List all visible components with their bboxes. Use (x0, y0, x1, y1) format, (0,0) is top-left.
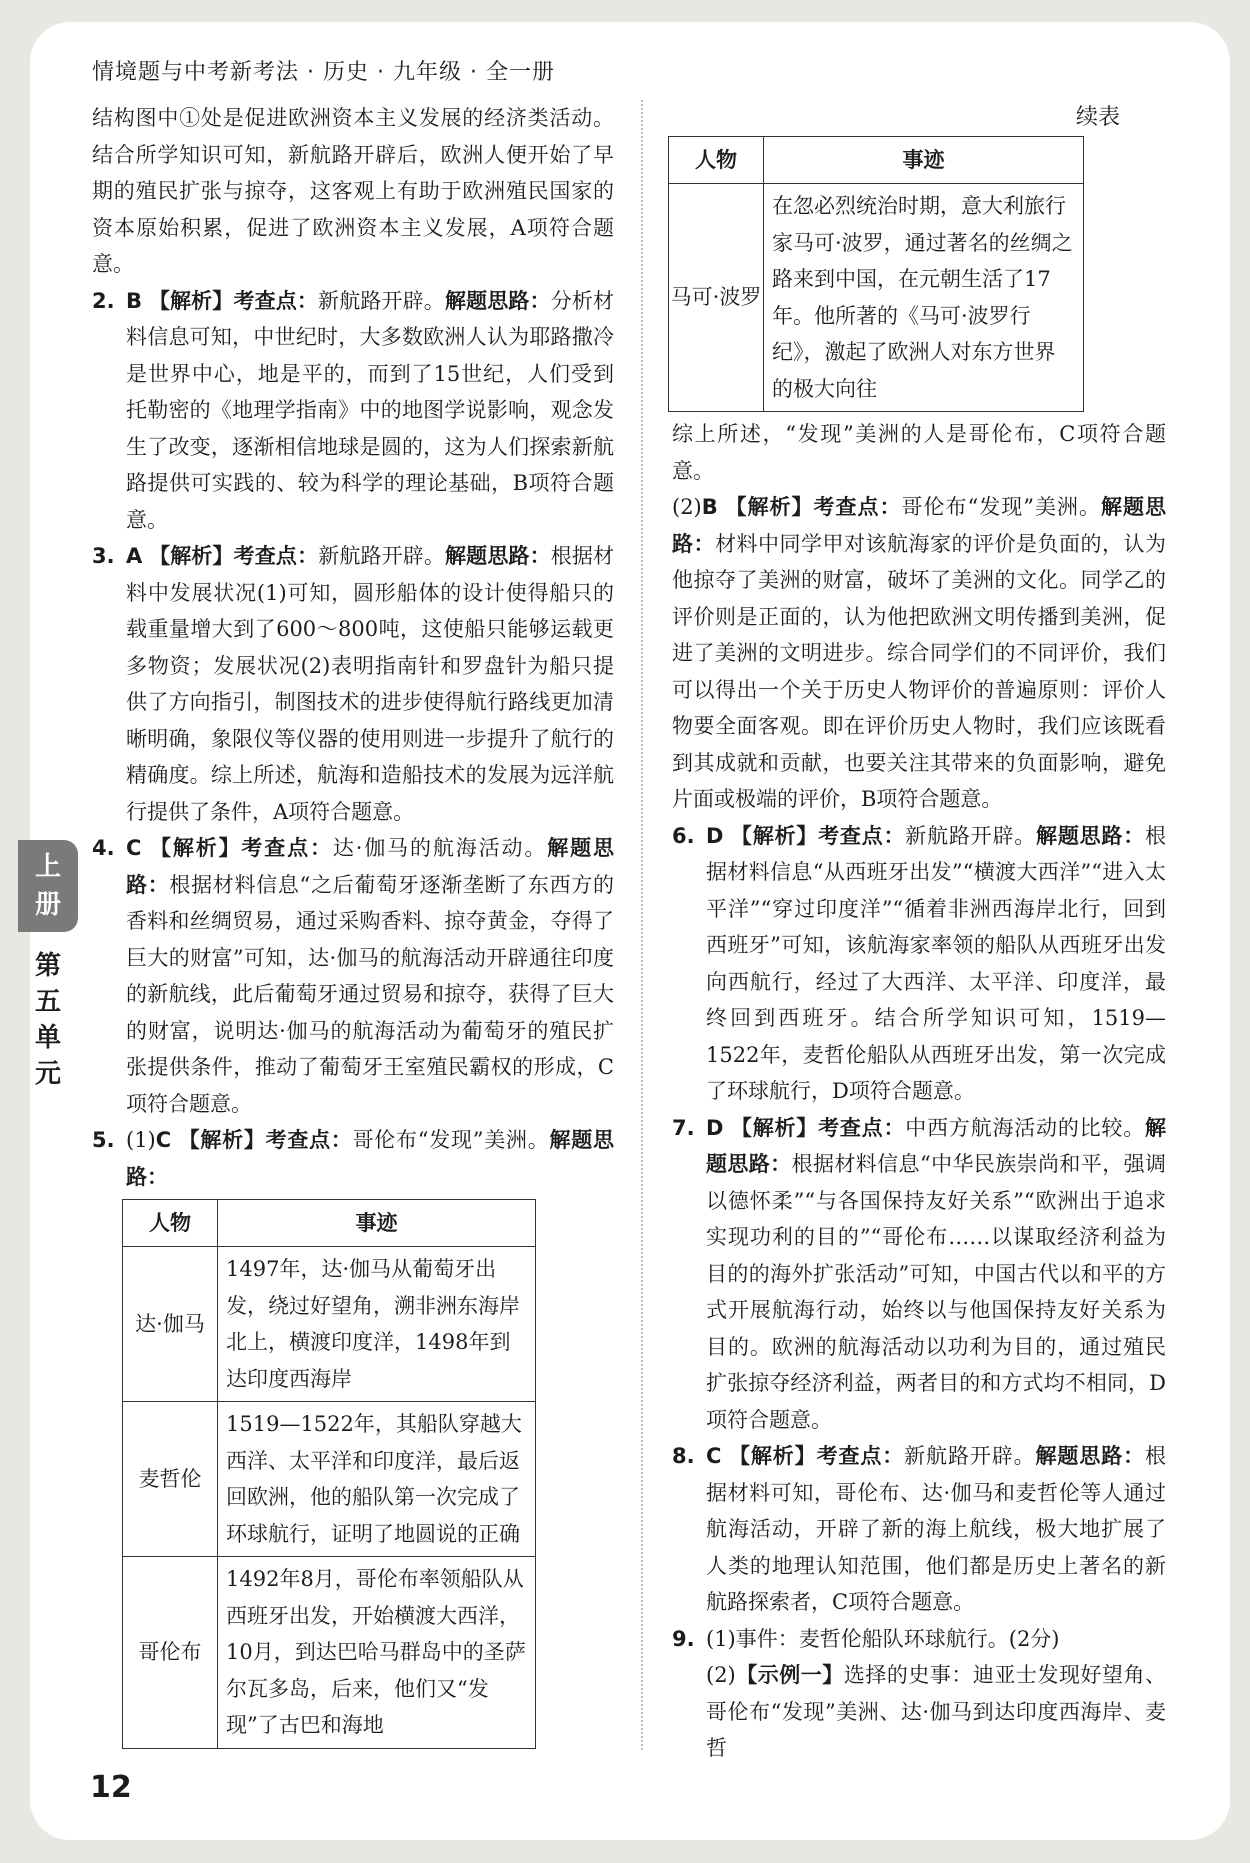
exam-point: 达·伽马的航海活动。 (332, 836, 548, 860)
table-header-deed: 事迹 (218, 1200, 536, 1247)
table-cell-person: 达·伽马 (123, 1247, 218, 1402)
sub-question: (2) (706, 1663, 736, 1687)
approach-tag: 解题思路： (444, 288, 551, 313)
analysis-text: 根据材料中发展状况(1)可知，圆形船体的设计使得船只的载重量增大到了600～800吨，这使船只能够运载更多物资；发展状况(2)表明指南针和罗盘针为船只提供了方向指引，制图技术的进步使得航行路线更加清晰明确，象限仪等仪器的使用则进一步提升了航行的精确度。综上所述，航海和造船技术的发展为远洋航行提供了条件，A项符合题意。 (126, 544, 615, 824)
analysis-tag: 【解析】考查点： (725, 495, 902, 519)
approach-tag: 解题思路： (706, 1115, 1167, 1176)
table-cell-deed: 在忽必烈统治时期，意大利旅行家马可·波罗，通过著名的丝绸之路来到中国，在元朝生活了17年。他所著的《马可·波罗行纪》，激起了欧洲人对东方世界的极大向往 (764, 184, 1084, 412)
page-number: 12 (90, 1770, 132, 1805)
answer-item-7 (672, 1110, 1166, 1439)
right-column (672, 100, 1166, 1767)
analysis-text: 根据材料信息“中华民族崇尚和平，强调以德怀柔”“与各国保持友好关系”“欧洲出于追求实现功利的目的”“哥伦布……以谋取经济利益为目的的海外扩张活动”可知，中国古代以和平的方式开展航海行动，始终以与他国保持友好关系为目的。欧洲的航海活动以功利为目的，通过殖民扩张掠夺经济利益，两者目的和方式均不相同，D项符合题意。 (706, 1152, 1167, 1432)
unit-tab-char: 第 (34, 951, 61, 981)
table-header-row (669, 137, 1084, 184)
answer-letter: C (126, 836, 142, 860)
left-column (92, 100, 614, 1749)
table-row (123, 1402, 536, 1557)
table-cell-person: 麦哲伦 (123, 1402, 218, 1557)
running-header: 情境题与中考新考法 · 历史 · 九年级 · 全一册 (92, 60, 555, 85)
analysis-tag: 【解析】考查点： (730, 1115, 906, 1140)
unit-tab (18, 948, 78, 1092)
item-number: 4. (92, 836, 115, 860)
item-number: 8. (672, 1444, 695, 1468)
answer-item-9 (672, 1621, 1166, 1767)
analysis-tag: 【解析】考查点： (149, 836, 333, 860)
analysis-tag: 【解析】考查点： (178, 1128, 353, 1152)
exam-point: 新航路开辟。 (904, 1444, 1036, 1468)
column-divider (641, 100, 643, 1750)
approach-tag: 解题思路： (1035, 1444, 1146, 1468)
item-number: 9. (672, 1626, 695, 1651)
summary-paragraph: 综上所述，“发现”美洲的人是哥伦布，C项符合题意。 (672, 422, 1166, 483)
table-header-deed: 事迹 (764, 137, 1084, 184)
table-header-person: 人物 (669, 137, 764, 184)
answer-item-6 (672, 818, 1166, 1110)
analysis-tag: 【解析】考查点： (149, 544, 319, 568)
table-row (669, 184, 1084, 412)
analysis-text: 根据材料信息“从西班牙出发”“横渡大西洋”“进入太平洋”“穿过印度洋”“循着非洲西海岸北行，回到西班牙”可知，该航海家率领的船队从西班牙出发向西航行，经过了大西洋、太平洋、印度洋，最终回到西班牙。结合所学知识可知，1519—1522年，麦哲伦船队从西班牙出发，第一次完成了环球航行，D项符合题意。 (706, 823, 1167, 1103)
table-header-person: 人物 (123, 1200, 218, 1247)
approach-tag: 解题思路： (126, 836, 614, 897)
exam-point: 新航路开辟。 (318, 288, 445, 313)
answer-letter: D (706, 1115, 724, 1140)
answer-item-3 (92, 538, 614, 830)
unit-side-tab (18, 840, 78, 1092)
sub-question: (1) (126, 1128, 156, 1152)
exam-point: 哥伦布“发现”美洲。 (352, 1128, 550, 1152)
table-cell-person: 马可·波罗 (669, 184, 764, 412)
answer-item-4 (92, 830, 614, 1122)
table-cell-deed: 1519—1522年，其船队穿越大西洋、太平洋和印度洋，最后返回欧洲，他的船队第一次完成了环球航行，证明了地圆说的正确 (218, 1402, 536, 1557)
q9-line-1: (1)事件：麦哲伦船队环球航行。(2分) (706, 1626, 1060, 1651)
exam-point: 哥伦布“发现”美洲。 (901, 495, 1101, 519)
unit-tab-char: 五 (34, 987, 61, 1017)
exam-point: 新航路开辟。 (905, 823, 1037, 848)
item-number: 3. (92, 544, 115, 568)
analysis-text: 根据材料信息“之后葡萄牙逐渐垄断了东西方的香料和丝绸贸易，通过采购香料、掠夺黄金，夺得了巨大的财富”可知，达·伽马的航海活动开辟通往印度的新航线，此后葡萄牙通过贸易和掠夺，获得了巨大的财富，说明达·伽马的航海活动为葡萄牙的殖民扩张提供条件，推动了葡萄牙王室殖民霸权的形成，C项符合题意。 (126, 872, 615, 1116)
analysis-text: 根据材料可知，哥伦布、达·伽马和麦哲伦等人通过航海活动，开辟了新的海上航线，极大地扩展了人类的地理认知范围，他们都是历史上著名的新航路探索者，C项符合题意。 (706, 1444, 1167, 1614)
intro-paragraph: 结构图中①处是促进欧洲资本主义发展的经济类活动。结合所学知识可知，新航路开辟后，欧洲人便开始了早期的殖民扩张与掠夺，这客观上有助于欧洲殖民国家的资本原始积累，促进了欧洲资本主义发展，A项符合题意。 (92, 106, 614, 276)
answer-letter: B (701, 495, 718, 519)
item-number: 6. (672, 823, 695, 848)
exam-point: 新航路开辟。 (318, 544, 446, 568)
table-cell-person: 哥伦布 (123, 1557, 218, 1749)
item-number: 7. (672, 1115, 695, 1140)
volume-tab (18, 840, 78, 932)
approach-tag: 解题思路： (1036, 823, 1146, 848)
answer-letter: A (126, 544, 143, 568)
unit-tab-char: 元 (34, 1059, 61, 1089)
q9-line-2: 选择的史事：迪亚士发现好望角、哥伦布“发现”美洲、达·伽马到达印度西海岸、麦哲 (706, 1663, 1167, 1760)
answer-item-5 (92, 1122, 614, 1195)
table-row (123, 1557, 536, 1749)
answer-item-8 (672, 1438, 1166, 1621)
analysis-text: 分析材料信息可知，中世纪时，大多数欧洲人认为耶路撒冷是世界中心，地是平的，而到了15世纪，人们受到托勒密的《地理学指南》中的地图学说影响，观念发生了改变，逐渐相信地球是圆的，这为人们探索新航路提供可实践的、较为科学的理论基础，B项符合题意。 (126, 288, 615, 532)
answer-letter: C (706, 1444, 722, 1468)
analysis-tag: 【解析】考查点： (730, 823, 906, 848)
answer-item-5-2 (672, 489, 1166, 818)
sub-question: (2) (672, 495, 702, 519)
navigator-table (122, 1199, 536, 1749)
table-row (123, 1247, 536, 1402)
answer-item-2 (92, 283, 614, 539)
approach-tag: 解题思路： (126, 1128, 614, 1189)
analysis-tag: 【解析】考查点： (729, 1444, 905, 1468)
continued-table (668, 136, 1084, 412)
answer-letter: B (126, 288, 143, 313)
approach-tag: 解题思路： (445, 544, 551, 568)
analysis-text: 材料中同学甲对该航海家的评价是负面的，认为他掠夺了美洲的财富，破坏了美洲的文化。同学乙的评价则是正面的，认为他把欧洲文明传播到美洲，促进了美洲的文明进步。综合同学们的不同评价，我们可以得出一个关于历史人物评价的普遍原则：评价人物要全面客观。即在评价历史人物时，我们应该既看到其成就和贡献，也要关注其带来的负面影响，避免片面或极端的评价，B项符合题意。 (672, 531, 1166, 811)
exam-point: 中西方航海活动的比较。 (905, 1115, 1146, 1140)
table-header-row (123, 1200, 536, 1247)
answer-letter: C (155, 1128, 172, 1152)
table-cell-deed: 1497年，达·伽马从葡萄牙出发，绕过好望角，溯非洲东海岸北上，横渡印度洋，1498年到达印度西海岸 (218, 1247, 536, 1402)
unit-tab-char: 单 (34, 1023, 61, 1053)
table-cell-deed: 1492年8月，哥伦布率领船队从西班牙出发，开始横渡大西洋，10月，到达巴哈马群岛中的圣萨尔瓦多岛，后来，他们又“发现”了古巴和海地 (218, 1557, 536, 1749)
volume-tab-char: 册 (34, 890, 61, 920)
analysis-tag: 【解析】考查点： (148, 288, 319, 313)
item-number: 2. (92, 288, 115, 313)
approach-tag: 解题思路： (672, 495, 1167, 556)
volume-tab-char: 上 (34, 852, 61, 882)
item-number: 5. (92, 1128, 115, 1152)
example-tag: 【示例一】 (735, 1663, 844, 1687)
answer-letter: D (706, 823, 724, 848)
continued-table-label: 续表 (1075, 105, 1120, 130)
